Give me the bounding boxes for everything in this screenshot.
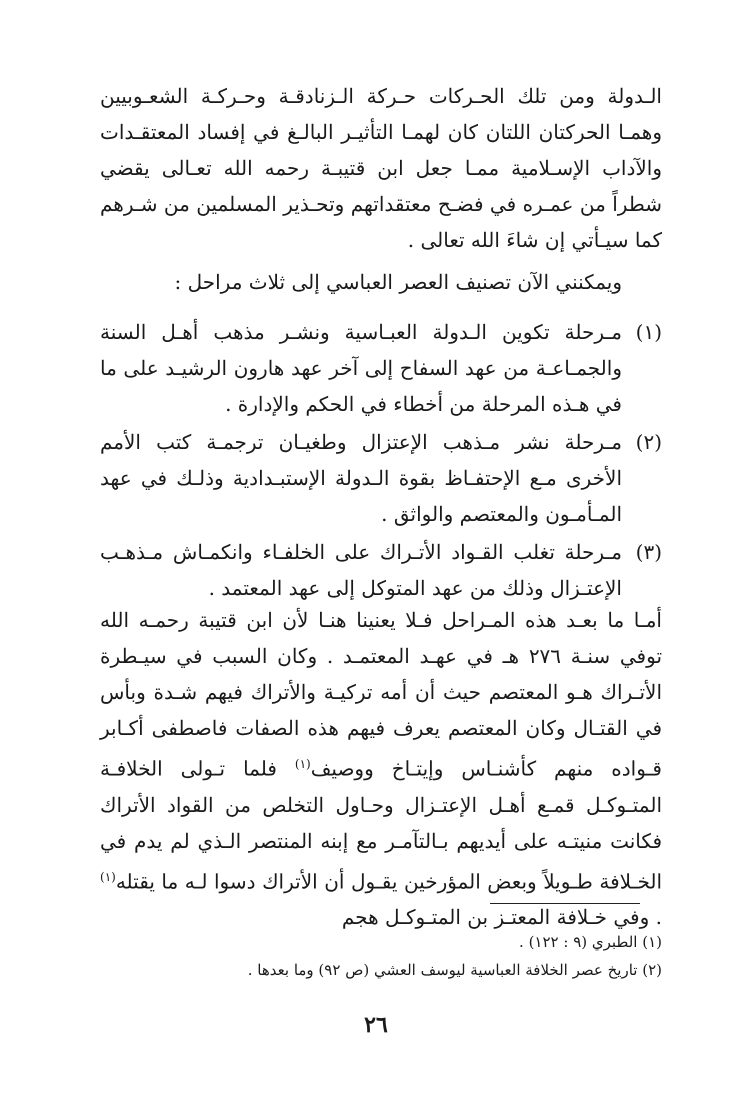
- history-text-part: . وفي خـلافة المعتـز بن المتـوكـل هجم: [341, 905, 662, 930]
- history-text-part: أمـا ما بعـد هذه المـراحل فـلا يعنينا هنـا لأن ابن قتيبة رحمـه الله توفي سنـة ٢٧٦ هـ في عهـد المعتمـد . وكان السبب في سيـطرة الأتـراك هـو المعتصم حيث أن أمه تركيـة والأتراك فيهم شـدة وبأس في القتـال وكان المعتصم يعرف فيهم هذه الصفات فاصطفى أكـابر قـواده منهم كأشنـاس وإيتـاخ ووصيف: [100, 608, 663, 781]
- footnote-item: (١) الطبري (٩ : ١٢٢) .: [519, 933, 662, 951]
- list-item: [100, 424, 662, 532]
- stages-list: [100, 314, 662, 608]
- stage-text: مـرحلة تكوين الـدولة العبـاسية ونشـر مذهب أهـل السنة والجمـاعـة من عهد السفاح إلى آخر عهد هارون الرشيـد على ما في هـذه المرحلة من أخطاء في الحكم والإدارة .: [100, 320, 622, 416]
- history-text-part: فلما تـولى الخلافـة المتـوكـل قمـع أهـل الإعتـزال وحـاول التخلص من القواد الأتراك فكانت منيتـه على أيديهم بـالتآمـر مع إبنه المنتصر الـذي لم يدم في الخـلافة طـويلاً وبعض المؤرخين يقـول أن الأتراك دسوا لـه ما يقتله: [100, 756, 662, 894]
- footnote-divider: [490, 903, 640, 904]
- footnote-reference[interactable]: (١): [100, 869, 116, 884]
- stages-lead-paragraph: ويمكنني الآن تصنيف العصر العباسي إلى ثلاث مراحل :: [174, 270, 622, 294]
- stage-number: (١): [635, 320, 662, 344]
- footnotes: [100, 928, 662, 984]
- page-number: ٢٦: [364, 1012, 388, 1038]
- stage-text: مـرحلة نشر مـذهب الإعتزال وطغيـان ترجمـة كتب الأمم الأخرى مـع الإحتفـاظ بقوة الـدولة الإستبـدادية وذلـك في عهد المـأمـون والمعتصم والواثق .: [100, 430, 622, 526]
- footnote-item: (٢) تاريخ عصر الخلافة العباسية ليوسف العشي (ص ٩٢) وما بعدها .: [247, 961, 662, 979]
- stage-number: (٢): [635, 430, 662, 454]
- stage-number: (٣): [635, 540, 662, 564]
- stage-text: مـرحلة تغلب القـواد الأتـراك على الخلفـاء وانكمـاش مـذهـب الإعتـزال وذلك من عهد المتوكل إلى عهد المعتمد .: [100, 540, 622, 600]
- footnote-reference[interactable]: (١): [294, 757, 311, 771]
- history-paragraph: [100, 602, 662, 935]
- list-item: [100, 314, 662, 422]
- list-item: [100, 534, 662, 606]
- intro-paragraph: الـدولة ومن تلك الحـركات حـركة الـزنادقـة وحـركـة الشعـوبيين وهمـا الحركتان اللتان كان لهمـا التأثيـر البالـغ في إفساد المعتقـدات والآداب الإسـلامية ممـا جعل ابن قتيبـة رحمه الله تعـالى يقضي شطراً من عمـره في فضـح معتقداتهم وتحـذير المسلمين من شـرهم كما سيـأتي إن شاءَ الله تعالى .: [100, 84, 662, 252]
